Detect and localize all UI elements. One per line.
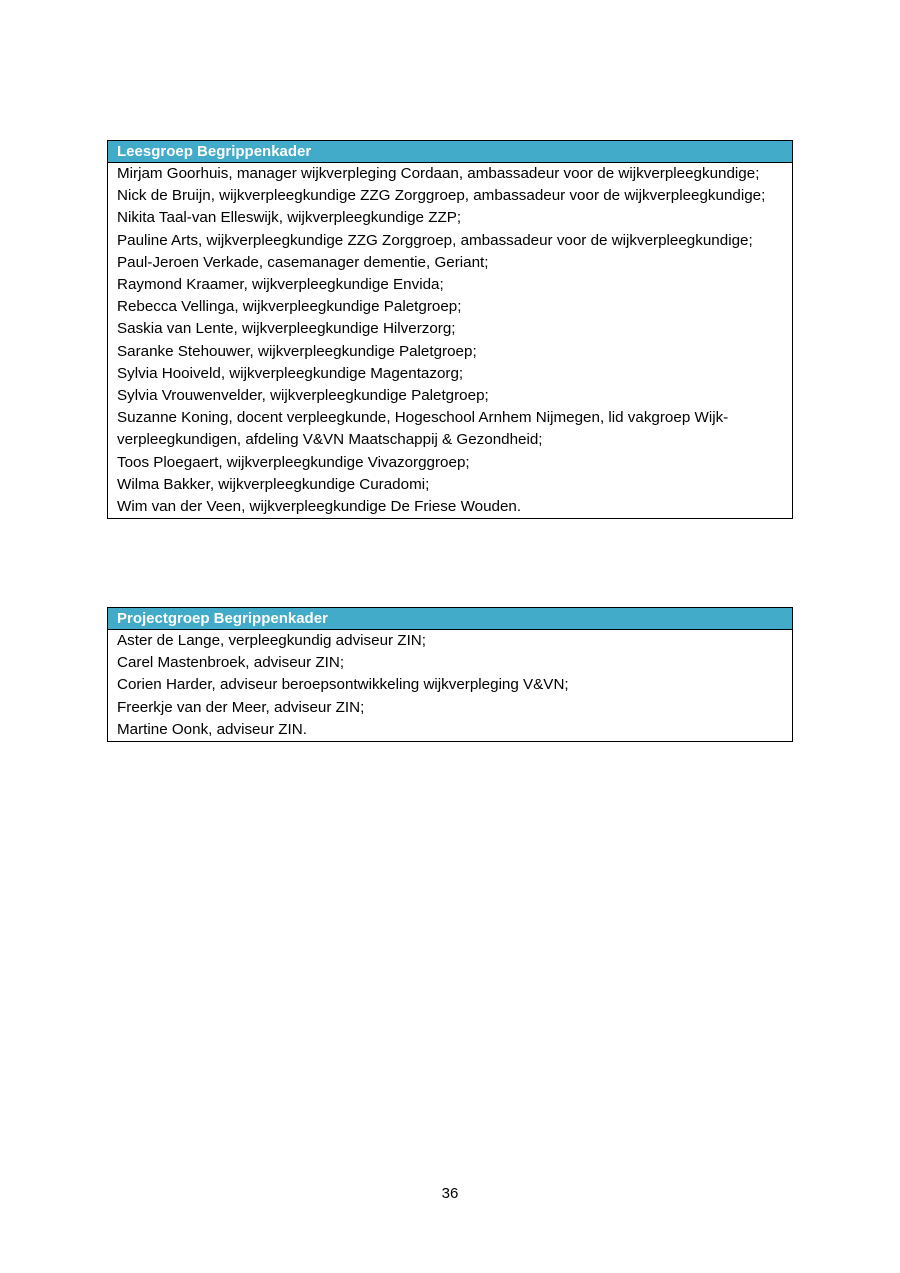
list-item: Nick de Bruijn, wijkverpleegkundige ZZG Zorggroep, ambassadeur voor de wijkverpleegkundige;	[117, 187, 766, 205]
list-item: Saskia van Lente, wijkverpleegkundige Hilverzorg;	[117, 320, 456, 338]
list-item: Paul-Jeroen Verkade, casemanager dementie, Geriant;	[117, 253, 489, 271]
list-item: Corien Harder, adviseur beroepsontwikkeling wijkverpleging V&VN;	[117, 676, 569, 694]
list-item: Mirjam Goorhuis, manager wijkverpleging Cordaan, ambassadeur voor de wijkverpleegkundige;	[117, 165, 760, 182]
list-item: Nikita Taal-van Elleswijk, wijkverpleegkundige ZZP;	[117, 209, 462, 227]
page-number: 36	[441, 1185, 459, 1202]
list-item: Raymond Kraamer, wijkverpleegkundige Envida;	[117, 276, 444, 294]
projectgroep-box	[107, 607, 793, 742]
list-item: Aster de Lange, verpleegkundig adviseur ZIN;	[117, 632, 426, 649]
leesgroep-member-list	[108, 163, 792, 518]
list-item: Martine Oonk, adviseur ZIN.	[117, 720, 307, 738]
list-item: Freerkje van der Meer, adviseur ZIN;	[117, 698, 365, 716]
list-item: Suzanne Koning, docent verpleegkunde, Hogeschool Arnhem Nijmegen, lid vakgroep Wijkverpleegkundigen, afdeling V&VN Maatschappij & Gezondheid;	[117, 409, 729, 449]
projectgroep-header: Projectgroep Begrippenkader	[108, 608, 792, 630]
projectgroep-member-list	[108, 630, 792, 741]
list-item: Sylvia Vrouwenvelder, wijkverpleegkundige Paletgroep;	[117, 387, 489, 405]
list-item: Saranke Stehouwer, wijkverpleegkundige Paletgroep;	[117, 342, 477, 360]
list-item: Sylvia Hooiveld, wijkverpleegkundige Magentazorg;	[117, 364, 464, 382]
list-item: Wim van der Veen, wijkverpleegkundige De Friese Wouden.	[117, 498, 522, 516]
list-item: Carel Mastenbroek, adviseur ZIN;	[117, 654, 345, 672]
list-item: Toos Ploegaert, wijkverpleegkundige Vivazorggroep;	[117, 453, 470, 471]
list-item: Wilma Bakker, wijkverpleegkundige Curadomi;	[117, 475, 430, 493]
list-item: Pauline Arts, wijkverpleegkundige ZZG Zorggroep, ambassadeur voor de wijkverpleegkundige;	[117, 231, 753, 249]
leesgroep-box	[107, 140, 793, 519]
leesgroep-header: Leesgroep Begrippenkader	[108, 141, 792, 163]
list-item: Rebecca Vellinga, wijkverpleegkundige Paletgroep;	[117, 298, 462, 316]
